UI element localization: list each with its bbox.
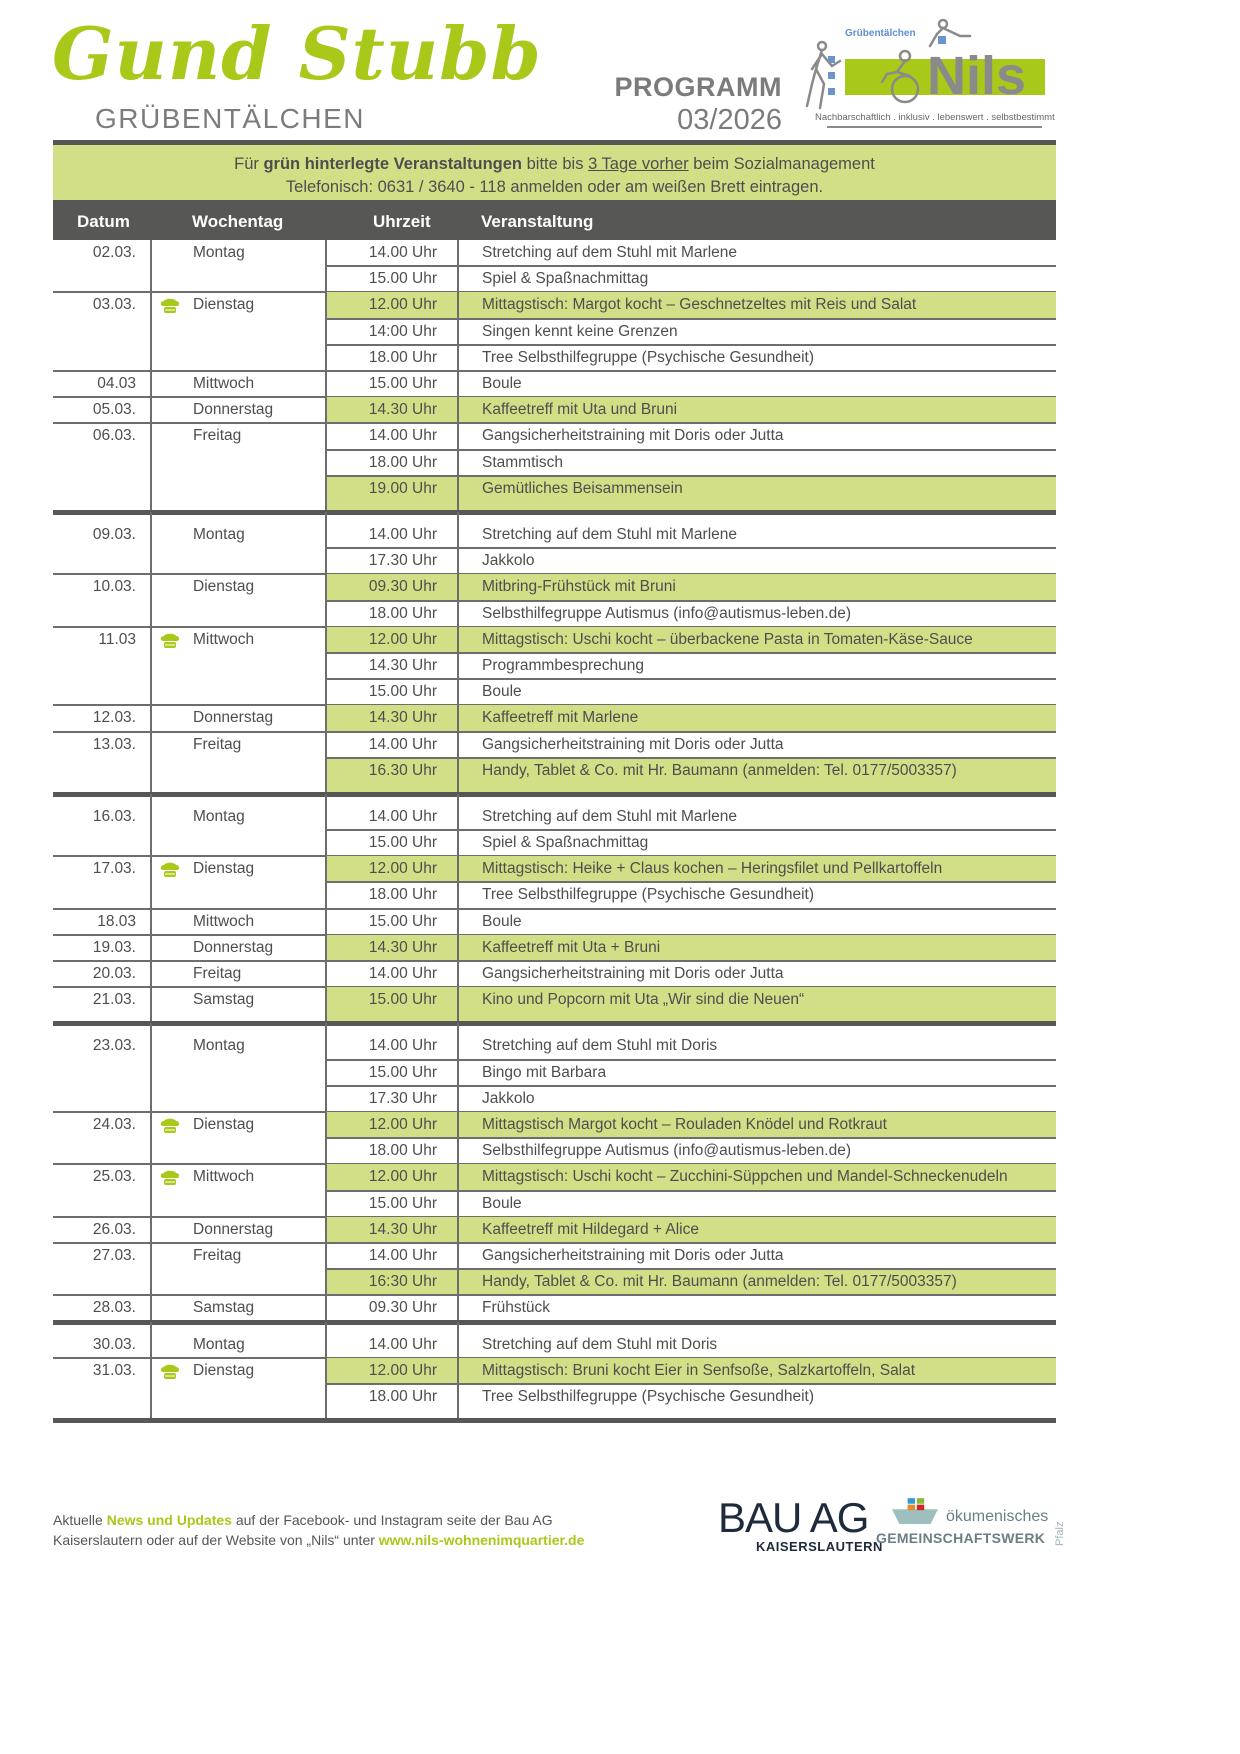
day-group [53, 627, 1056, 706]
time-cell: 14.00 Uhr [325, 804, 457, 830]
event-cell: Kaffeetreff mit Uta + Bruni [457, 935, 1056, 961]
nils-logo-underline [827, 126, 1042, 128]
date-cell: 09.03. [92, 525, 136, 543]
weekday-label: Dienstag [193, 1116, 255, 1134]
weekday-cell [150, 522, 325, 574]
time-cell: 18.00 Uhr [325, 345, 457, 371]
date-cell: 13.03. [92, 735, 136, 753]
time-cell: 18.00 Uhr [325, 601, 457, 627]
event-divider [325, 449, 1056, 451]
weekday-cell [150, 935, 325, 961]
chef-hat-icon [160, 298, 180, 314]
date-cell: 12.03. [92, 709, 136, 727]
day-group [53, 371, 1056, 397]
nils-logo-small-label: Grübentälchen [845, 28, 916, 39]
time-cell: 17.30 Uhr [325, 1086, 457, 1112]
day-group [53, 1112, 1056, 1164]
event-cell: Tree Selbsthilfegruppe (Psychische Gesundheit) [457, 1384, 1056, 1420]
event-divider [325, 600, 1056, 602]
weekday-label: Montag [193, 525, 245, 543]
day-group [53, 961, 1056, 987]
date-cell: 11.03 [98, 630, 136, 648]
weekday-label: Donnerstag [193, 709, 274, 727]
day-group [53, 522, 1056, 574]
header-datum: Datum [77, 212, 130, 231]
weekday-cell [150, 1112, 325, 1164]
nils-logo-tagline: Nachbarschaftlich . inklusiv . lebenswert . selbstbestimmt [815, 112, 1055, 123]
nils-logo [802, 14, 1064, 110]
time-cell: 18.00 Uhr [325, 882, 457, 908]
time-cell: 15.00 Uhr [325, 266, 457, 292]
event-cell: Spiel & Spaßnachmittag [457, 266, 1056, 292]
date-cell: 17.03. [92, 860, 136, 878]
day-group [53, 574, 1056, 626]
chef-hat-icon [160, 1170, 180, 1186]
date-cell: 02.03. [92, 244, 136, 261]
event-cell: Gemütliches Beisammensein [457, 476, 1056, 512]
event-cell: Singen kennt keine Grenzen [457, 319, 1056, 345]
day-group [53, 987, 1056, 1023]
time-cell: 14.00 Uhr [325, 732, 457, 758]
date-cell: 06.03. [92, 427, 136, 445]
event-cell: Stretching auf dem Stuhl mit Marlene [457, 522, 1056, 548]
event-cell: Selbsthilfegruppe Autismus (info@autismus-leben.de) [457, 1138, 1056, 1164]
date-cell: 19.03. [92, 938, 136, 956]
weekday-cell [150, 1332, 325, 1358]
weekday-cell [150, 804, 325, 856]
notice-line-1 [53, 153, 1056, 176]
website-link[interactable]: www.nils-wohnenimquartier.de [378, 1532, 585, 1548]
chef-hat-icon [160, 633, 180, 649]
time-cell: 15.00 Uhr [325, 371, 457, 397]
notice-deadline: 3 Tage vorher [588, 155, 689, 173]
day-group [53, 1295, 1056, 1321]
time-cell: 15.00 Uhr [325, 987, 457, 1023]
weekday-label: Dienstag [193, 860, 255, 878]
event-divider [325, 475, 1056, 477]
weekday-label: Donnerstag [193, 938, 274, 956]
time-cell: 14.00 Uhr [325, 240, 457, 266]
week-divider [53, 1418, 1056, 1423]
event-cell: Stretching auf dem Stuhl mit Doris [457, 1332, 1056, 1358]
weekday-label: Mittwoch [193, 630, 255, 648]
weekday-cell [150, 423, 325, 512]
schedule-table [53, 240, 1056, 1420]
event-divider [325, 1085, 1056, 1087]
chef-hat-icon [160, 1118, 180, 1134]
time-cell: 16:30 Uhr [325, 1269, 457, 1295]
time-cell: 12.00 Uhr [325, 1358, 457, 1384]
time-cell: 17.30 Uhr [325, 548, 457, 574]
day-group [53, 397, 1056, 423]
weekday-label: Freitag [193, 735, 242, 753]
event-cell: Gangsicherheitstraining mit Doris oder Jutta [457, 961, 1056, 987]
event-cell: Mitbring-Frühstück mit Bruni [457, 574, 1056, 600]
weekday-cell [150, 1164, 325, 1216]
event-cell: Mittagstisch: Uschi kocht – Zucchini-Süppchen und Mandel-Schneckenudeln [457, 1164, 1056, 1190]
column-rule [325, 794, 327, 804]
event-cell: Boule [457, 371, 1056, 397]
date-cell: 16.03. [92, 807, 136, 825]
date-cell: 25.03. [92, 1168, 136, 1186]
weekday-cell [150, 240, 325, 292]
weekday-label: Dienstag [193, 1361, 255, 1379]
day-group [53, 423, 1056, 512]
weekday-cell [150, 371, 325, 397]
event-cell: Selbsthilfegruppe Autismus (info@autismus-leben.de) [457, 601, 1056, 627]
weekday-cell [150, 292, 325, 371]
event-cell: Stretching auf dem Stuhl mit Doris [457, 1033, 1056, 1059]
event-cell: Kaffeetreff mit Hildegard + Alice [457, 1217, 1056, 1243]
day-group [53, 1243, 1056, 1295]
footer-suffix: auf der Facebook- und Instagram seite der Bau AG [231, 1512, 553, 1528]
footer-prefix-2: Kaiserslautern oder auf der Website von „Nils“ unter [53, 1532, 379, 1548]
date-cell: 10.03. [92, 578, 136, 596]
footer-line-2 [53, 1530, 584, 1550]
notice-prefix: Für [234, 155, 264, 173]
date-cell: 23.03. [92, 1037, 136, 1055]
weekday-cell [150, 1358, 325, 1420]
weekday-label: Mittwoch [193, 374, 255, 392]
time-cell: 15.00 Uhr [325, 830, 457, 856]
footer-note [53, 1510, 584, 1550]
weekday-cell [150, 1295, 325, 1321]
weekday-label: Mittwoch [193, 1168, 255, 1186]
time-cell: 12.00 Uhr [325, 627, 457, 653]
event-divider [325, 547, 1056, 549]
event-cell: Bingo mit Barbara [457, 1060, 1056, 1086]
event-cell: Stammtisch [457, 450, 1056, 476]
time-cell: 15.00 Uhr [325, 1060, 457, 1086]
column-rule [325, 512, 327, 522]
bau-ag-logo-main: BAU AG [718, 1494, 869, 1541]
weekday-cell [150, 627, 325, 706]
weekday-cell [150, 961, 325, 987]
gemeinschaftswerk-logo-main: GEMEINSCHAFTSWERK [876, 1530, 1046, 1546]
event-cell: Kaffeetreff mit Uta und Bruni [457, 397, 1056, 423]
day-group [53, 240, 1056, 292]
column-rule [150, 794, 152, 804]
date-cell: 31.03. [92, 1361, 136, 1379]
weekday-cell [150, 1033, 325, 1112]
table-header [53, 200, 1056, 240]
weekday-label: Samstag [193, 1299, 255, 1317]
event-divider [325, 1137, 1056, 1139]
week-spacer [53, 794, 1056, 804]
event-cell: Mittagstisch Margot kocht – Rouladen Knödel und Rotkraut [457, 1112, 1056, 1138]
weekday-label: Donnerstag [193, 401, 274, 419]
event-cell: Mittagstisch: Heike + Claus kochen – Heringsfilet und Pellkartoffeln [457, 856, 1056, 882]
weekday-label: Montag [193, 1335, 245, 1353]
event-divider [325, 1059, 1056, 1061]
column-rule [457, 1023, 459, 1033]
day-group [53, 856, 1056, 908]
time-cell: 14.30 Uhr [325, 935, 457, 961]
event-cell: Jakkolo [457, 548, 1056, 574]
weekday-label: Samstag [193, 991, 255, 1009]
time-cell: 14.00 Uhr [325, 423, 457, 449]
event-divider [325, 757, 1056, 759]
date-cell: 03.03. [92, 296, 136, 314]
gemeinschaftswerk-logo-top: ökumenisches [946, 1508, 1049, 1525]
weekday-label: Freitag [193, 427, 242, 445]
time-cell: 12.00 Uhr [325, 856, 457, 882]
column-rule [150, 1023, 152, 1033]
date-cell: 24.03. [92, 1116, 136, 1134]
event-cell: Tree Selbsthilfegruppe (Psychische Gesundheit) [457, 882, 1056, 908]
event-cell: Gangsicherheitstraining mit Doris oder Jutta [457, 423, 1056, 449]
event-cell: Frühstück [457, 1295, 1056, 1321]
time-cell: 12.00 Uhr [325, 292, 457, 318]
time-cell: 18.00 Uhr [325, 450, 457, 476]
weekday-label: Dienstag [193, 296, 255, 314]
day-group [53, 292, 1056, 371]
gemeinschaftswerk-logo-side: Pfalz [1054, 1521, 1066, 1546]
event-cell: Handy, Tablet & Co. mit Hr. Baumann (anmelden: Tel. 0177/5003357) [457, 758, 1056, 794]
column-rule [325, 1023, 327, 1033]
time-cell: 18.00 Uhr [325, 1384, 457, 1420]
event-divider [325, 678, 1056, 680]
weekday-cell [150, 1217, 325, 1243]
day-group [53, 1358, 1056, 1420]
registration-notice [53, 140, 1056, 200]
header-wochentag: Wochentag [192, 212, 284, 231]
week-spacer [53, 1023, 1056, 1033]
event-cell: Boule [457, 679, 1056, 705]
weekday-label: Montag [193, 807, 245, 825]
week-spacer [53, 1322, 1056, 1332]
event-divider [325, 344, 1056, 346]
header-uhrzeit: Uhrzeit [373, 212, 431, 231]
time-cell: 09.30 Uhr [325, 1295, 457, 1321]
weekday-label: Donnerstag [193, 1220, 274, 1238]
header-veranstaltung: Veranstaltung [481, 212, 594, 231]
weekday-cell [150, 705, 325, 731]
date-cell: 20.03. [92, 965, 136, 983]
column-rule [150, 512, 152, 522]
time-cell: 15.00 Uhr [325, 679, 457, 705]
day-group [53, 909, 1056, 935]
time-cell: 14:00 Uhr [325, 319, 457, 345]
event-cell: Jakkolo [457, 1086, 1056, 1112]
time-cell: 14.30 Uhr [325, 653, 457, 679]
event-cell: Mittagstisch: Uschi kocht – überbackene Pasta in Tomaten-Käse-Sauce [457, 627, 1056, 653]
event-divider [325, 829, 1056, 831]
footer-line-1 [53, 1510, 584, 1530]
day-group [53, 1332, 1056, 1358]
time-cell: 14.30 Uhr [325, 1217, 457, 1243]
time-cell: 14.00 Uhr [325, 522, 457, 548]
nils-logo-square [828, 72, 835, 79]
notice-line-2: Telefonisch: 0631 / 3640 - 118 anmelden oder am weißen Brett eintragen. [285, 178, 824, 196]
event-cell: Spiel & Spaßnachmittag [457, 830, 1056, 856]
weekday-cell [150, 1243, 325, 1295]
brand-subtitle: GRÜBENTÄLCHEN [95, 103, 365, 134]
date-cell: 30.03. [92, 1335, 136, 1353]
brand-title: Gund Stubb [52, 11, 542, 96]
event-cell: Boule [457, 1191, 1056, 1217]
date-cell: 28.03. [92, 1299, 136, 1317]
weekday-label: Dienstag [193, 578, 255, 596]
column-rule [325, 1322, 327, 1332]
date-cell: 27.03. [92, 1247, 136, 1264]
event-divider [325, 1383, 1056, 1385]
footer-prefix: Aktuelle [53, 1512, 107, 1528]
event-cell: Mittagstisch: Bruni kocht Eier in Senfsoße, Salzkartoffeln, Salat [457, 1358, 1056, 1384]
event-cell: Kino und Popcorn mit Uta „Wir sind die Neuen“ [457, 987, 1056, 1023]
column-rule [457, 794, 459, 804]
chef-hat-icon [160, 862, 180, 878]
event-divider [325, 1268, 1056, 1270]
column-rule [150, 1322, 152, 1332]
time-cell: 14.30 Uhr [325, 397, 457, 423]
nils-logo-text: Nils [927, 46, 1027, 106]
day-group [53, 935, 1056, 961]
date-cell: 26.03. [92, 1220, 136, 1238]
bau-ag-logo [718, 1494, 883, 1554]
weekday-label: Freitag [193, 965, 242, 983]
event-cell: Gangsicherheitstraining mit Doris oder Jutta [457, 732, 1056, 758]
weekday-cell [150, 987, 325, 1023]
event-cell: Tree Selbsthilfegruppe (Psychische Gesundheit) [457, 345, 1056, 371]
program-date: 03/2026 [677, 104, 782, 136]
weekday-cell [150, 909, 325, 935]
day-group [53, 804, 1056, 856]
time-cell: 12.00 Uhr [325, 1112, 457, 1138]
time-cell: 14.30 Uhr [325, 705, 457, 731]
week-spacer [53, 512, 1056, 522]
footer-highlight: News und Updates [106, 1512, 232, 1528]
date-cell: 21.03. [92, 991, 136, 1009]
event-divider [325, 881, 1056, 883]
notice-suffix: beim Sozialmanagement [688, 155, 875, 173]
event-cell: Boule [457, 909, 1056, 935]
day-group [53, 705, 1056, 731]
event-divider [325, 265, 1056, 267]
time-cell: 16.30 Uhr [325, 758, 457, 794]
nils-logo-square [938, 36, 946, 44]
time-cell: 18.00 Uhr [325, 1138, 457, 1164]
notice-bold: grün hinterlegte Veranstaltungen [263, 155, 523, 173]
weekday-label: Montag [193, 244, 245, 261]
time-cell: 19.00 Uhr [325, 476, 457, 512]
nils-logo-square [828, 88, 835, 95]
event-divider [325, 652, 1056, 654]
day-group [53, 1033, 1056, 1112]
time-cell: 15.00 Uhr [325, 909, 457, 935]
gemeinschaftswerk-boat-icon [892, 1497, 938, 1527]
column-rule [457, 512, 459, 522]
weekday-label: Freitag [193, 1247, 242, 1264]
weekday-label: Montag [193, 1037, 245, 1055]
event-divider [325, 318, 1056, 320]
program-label: PROGRAMM [614, 72, 782, 102]
event-divider [325, 1190, 1056, 1192]
day-group [53, 1217, 1056, 1243]
weekday-label: Mittwoch [193, 912, 255, 930]
time-cell: 14.00 Uhr [325, 1033, 457, 1059]
time-cell: 14.00 Uhr [325, 1332, 457, 1358]
date-cell: 04.03 [97, 374, 136, 392]
time-cell: 15.00 Uhr [325, 1191, 457, 1217]
event-cell: Programmbesprechung [457, 653, 1056, 679]
weekday-cell [150, 574, 325, 626]
time-cell: 14.00 Uhr [325, 1243, 457, 1269]
time-cell: 14.00 Uhr [325, 961, 457, 987]
weekday-cell [150, 856, 325, 908]
weekday-cell [150, 732, 325, 794]
event-cell: Handy, Tablet & Co. mit Hr. Baumann (anmelden: Tel. 0177/5003357) [457, 1269, 1056, 1295]
event-cell: Mittagstisch: Margot kocht – Geschnetzeltes mit Reis und Salat [457, 292, 1056, 318]
date-cell: 05.03. [92, 401, 136, 419]
chef-hat-icon [160, 1364, 180, 1380]
time-cell: 09.30 Uhr [325, 574, 457, 600]
time-cell: 12.00 Uhr [325, 1164, 457, 1190]
date-cell: 18.03 [97, 912, 136, 930]
event-cell: Stretching auf dem Stuhl mit Marlene [457, 240, 1056, 266]
day-group [53, 732, 1056, 794]
column-rule [457, 1322, 459, 1332]
notice-mid: bitte bis [522, 155, 589, 173]
event-cell: Kaffeetreff mit Marlene [457, 705, 1056, 731]
weekday-cell [150, 397, 325, 423]
day-group [53, 1164, 1056, 1216]
event-cell: Stretching auf dem Stuhl mit Marlene [457, 804, 1056, 830]
event-cell: Gangsicherheitstraining mit Doris oder Jutta [457, 1243, 1056, 1269]
bau-ag-logo-sub: KAISERSLAUTERN [756, 1539, 883, 1554]
